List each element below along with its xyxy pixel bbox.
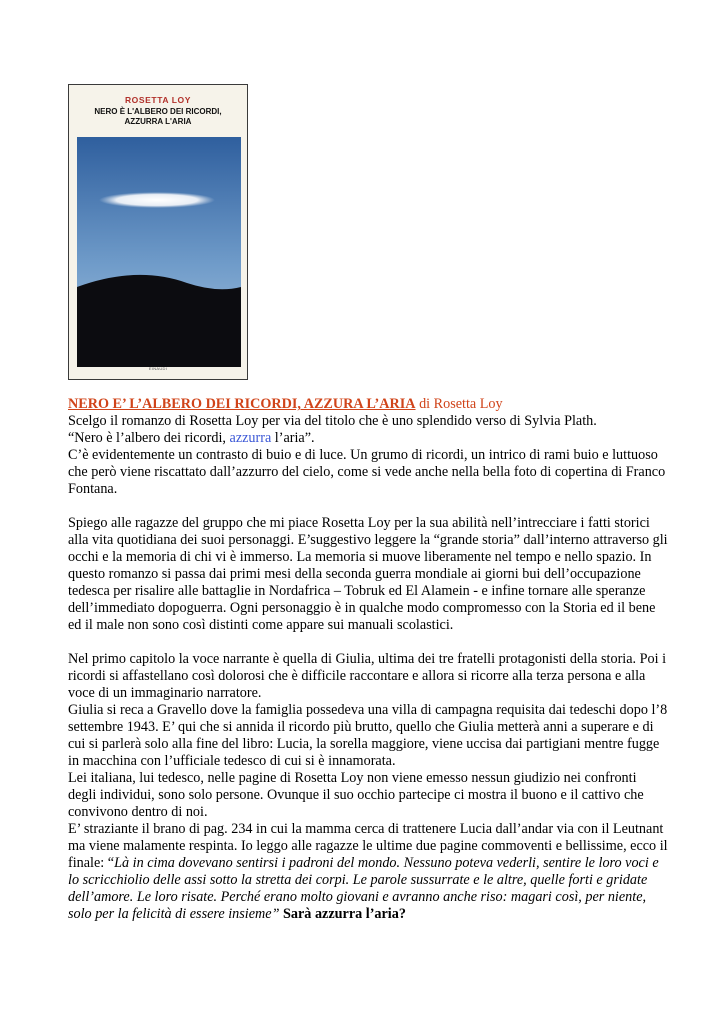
quote-text-start: “Nero è l’albero dei ricordi, — [68, 430, 230, 446]
paragraph-contrast: C’è evidentemente un contrasto di buio e di luce. Un grumo di ricordi, un intrico di rami buio e luttuoso che però viene riscattato dall’azzurro del cielo, come si vede anche nella bella foto di copertina di Franco Fontana. — [68, 447, 666, 497]
finale-quote: Là in cima dovevano sentirsi i padroni del mondo. Nessuno poteva vederli, sentire le loro voci e lo scricchiolio delle assi sotto la stretta dei corpi. Le parole sussurrate e le altre, quelle forti e gridate dell’amore. Le loro risate. Perché erano molto giovani e avranno anche riso: magari così, per niente, solo per la felicità di essere insieme” — [68, 855, 659, 922]
paragraph-gravello: Giulia si reca a Gravello dove la famiglia possedeva una villa di campagna requisita dai tedeschi dopo l’8 settembre 1943. E’ qui che si annida il ricordo più brutto, quello che Giulia metterà anni a superare e di cui si parlerà solo alla fine del libro: Lucia, la sorella maggiore, viene uccisa dai partigiani mentre fugge in macchina con l’ufficiale tedesco di cui si è innamorata. — [68, 702, 668, 769]
spacer — [68, 634, 668, 651]
paragraph-group: Spiego alle ragazze del gruppo che mi piace Rosetta Loy per la sua abilità nell’intrecciare i fatti storici alla vita quotidiana dei suoi personaggi. E’suggestivo leggere la “grande storia” dall’interno attraverso gli occhi e la memoria di chi vi è immerso. La memoria si muove liberamente nel tempo e nello spazio. In questo romanzo si passa dai primi mesi della seconda guerra mondiale ai giorni bui dell’occupazione tedesca per risalire alle battaglie in Nordafrica – Tobruk ed El Alamein - e infine tornare alle speranze dell’immediato dopoguerra. Ogni personaggio è in qualche modo compromesso con la Storia ed il bene ed il male non sono così distinti come appare sui manuali scolastici. — [68, 515, 668, 633]
article-text — [68, 396, 668, 923]
paragraph-quote — [68, 430, 668, 447]
paragraph-judgement: Lei italiana, lui tedesco, nelle pagine di Rosetta Loy non viene emesso nessun giudizio nei confronti degli individui, sono solo persone. Ovunque il suo occhio partecipe ci mostra il buono e il cattivo che convivono dentro di noi. — [68, 770, 644, 820]
spacer — [68, 498, 668, 515]
azzurra-word: azzurra — [229, 430, 272, 446]
book-title-link[interactable]: NERO E’ L’ALBERO DEI RICORDI, AZZURA L’ARIA — [68, 396, 416, 412]
article-heading — [68, 396, 668, 413]
finale-question: Sarà azzurra l’aria? — [279, 906, 406, 922]
cloud — [99, 192, 215, 208]
book-cover-image — [68, 84, 248, 380]
heading-author: di Rosetta Loy — [415, 396, 503, 412]
finale-intro: E’ straziante il brano di pag. 234 in cui la mamma cerca di trattenere Lucia dall’andar via con il Leutnant ma viene malamente respinta. Io leggo alle ragazze le ultime due pagine commoventi e bellissime, ecco il finale: “ — [68, 821, 668, 871]
quote-text-end: l’aria”. — [271, 430, 315, 446]
cover-publisher: EINAUDI — [148, 366, 168, 371]
paragraph-intro: Scelgo il romanzo di Rosetta Loy per via del titolo che è uno splendido verso di Sylvia Plath. — [68, 413, 597, 429]
cover-photo — [77, 137, 241, 367]
cover-author: ROSETTA LOY — [124, 95, 192, 105]
cover-title: NERO È L'ALBERO DEI RICORDI, AZZURRA L'ARIA — [94, 107, 222, 126]
paragraph-chapter: Nel primo capitolo la voce narrante è quella di Giulia, ultima dei tre fratelli protagonisti della storia. Poi i ricordi si affastellano così dolorosi che è difficile raccontare e allora si ricorre alla terza persona e alla voce di un immaginario narratore. — [68, 651, 667, 701]
paragraph-finale — [68, 821, 668, 923]
